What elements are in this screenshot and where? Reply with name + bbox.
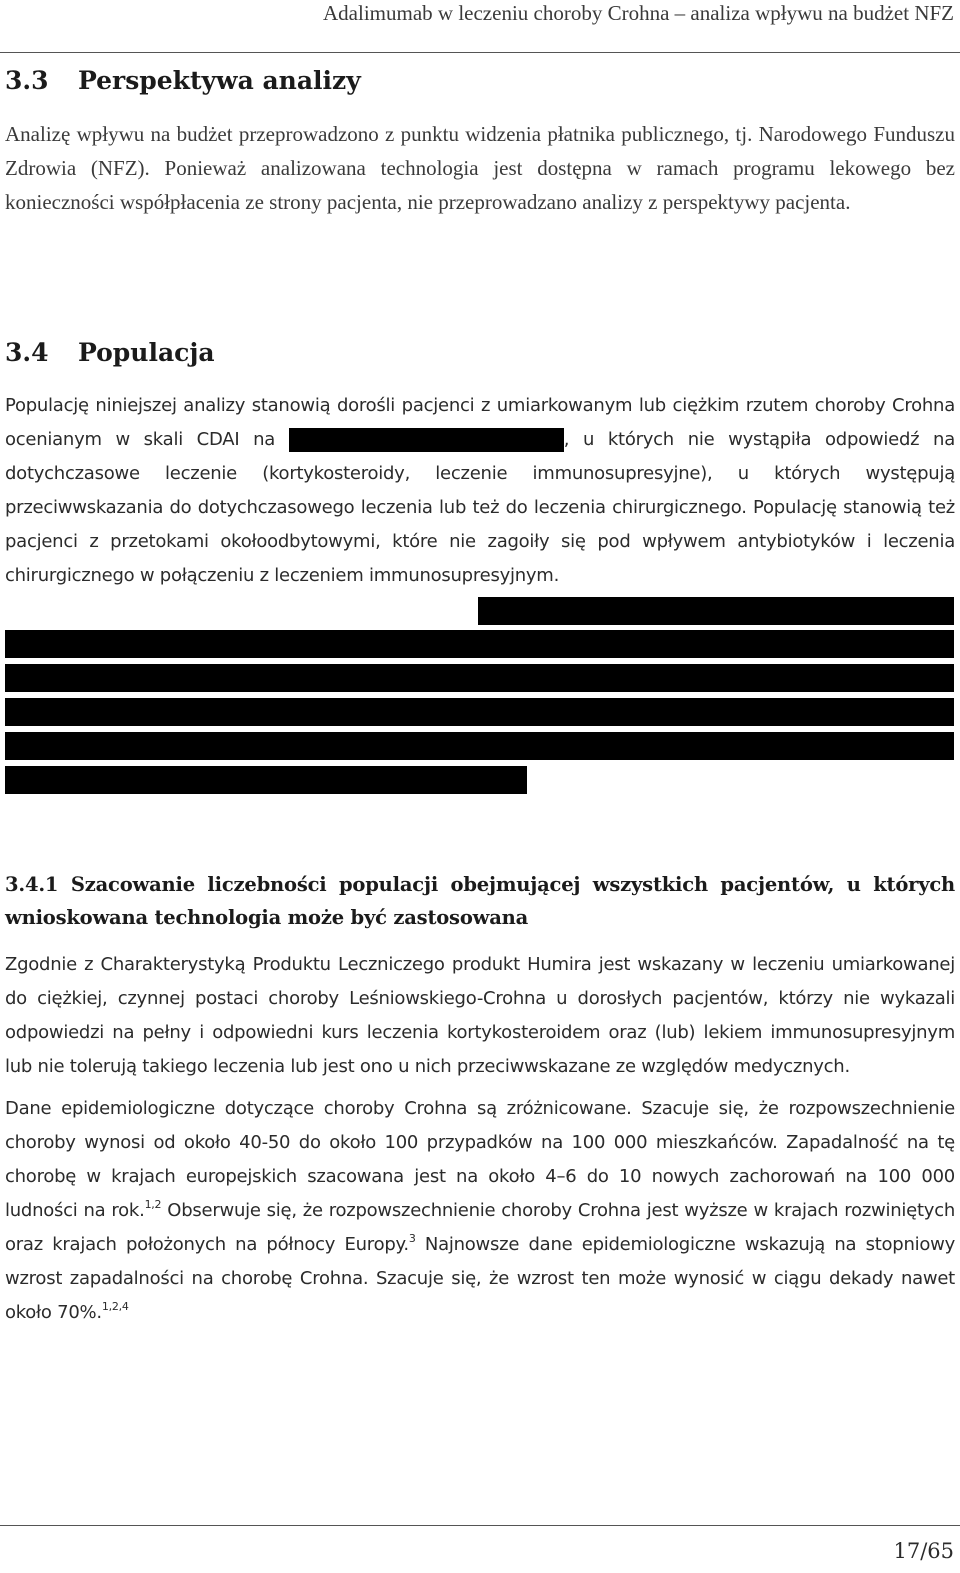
redaction-bar	[5, 732, 954, 760]
epidemiology-paragraph	[5, 1092, 955, 1330]
reference-marker: 1,2,4	[101, 1300, 129, 1313]
redaction-bar	[5, 630, 954, 658]
reference-marker: 1,2	[144, 1198, 162, 1211]
redaction-bar	[5, 664, 954, 692]
section-number: 3.4	[5, 338, 49, 367]
subsection-heading	[5, 868, 955, 934]
section-number: 3.3	[5, 66, 49, 95]
reference-marker: 3	[408, 1232, 416, 1245]
section-title: Populacja	[78, 338, 215, 367]
epidemiology-text-b: Obserwuje się, że rozpowszechnienie choroby Crohna jest wyższe w krajach rozwiniętych oraz krajach położonych na północy Europy.	[5, 1200, 955, 1255]
population-text-part-1: Populację niniejszej analizy stanowią dorośli pacjenci z umiarkowanym lub ciężkim rzutem choroby Crohna ocenianym w skali CDAI na	[5, 395, 955, 450]
header-rule	[0, 52, 960, 53]
section-3-3-body	[5, 117, 955, 219]
redaction-box	[289, 428, 564, 452]
section-3-4-1-body	[5, 948, 955, 1330]
subsection-number: 3.4.1	[5, 873, 59, 896]
redaction-bar	[5, 766, 527, 794]
redaction-bar	[478, 597, 954, 625]
footer-rule	[0, 1525, 960, 1526]
redaction-bar	[5, 698, 954, 726]
section-3-3-heading	[5, 66, 955, 95]
page-number: 17/65	[893, 1539, 954, 1563]
perspective-paragraph: Analizę wpływu na budżet przeprowadzono z punktu widzenia płatnika publicznego, tj. Narodowego Funduszu Zdrowia (NFZ). Ponieważ analizowana technologia jest dostępna w ramach programu lekowego bez konieczności współpłacenia ze strony pacjenta, nie przeprowadzano analizy z perspektywy pacjenta.	[5, 122, 955, 214]
indication-paragraph: Zgodnie z Charakterystyką Produktu Leczniczego produkt Humira jest wskazany w leczeniu umiarkowanej do ciężkiej, czynnej postaci choroby Leśniowskiego-Crohna u dorosłych pacjentów, którzy nie wykazali odpowiedzi na pełny i odpowiedni kurs leczenia kortykosteroidem oraz (lub) lekiem immunosupresyjnym lub nie tolerują takiego leczenia lub jest ono u nich przeciwwskazane ze względów medycznych.	[5, 954, 955, 1077]
section-title: Perspektywa analizy	[78, 66, 361, 95]
epidemiology-text-a: Dane epidemiologiczne dotyczące choroby Crohna są zróżnicowane. Szacuje się, że rozpowszechnienie choroby wynosi od około 40-50 do około 100 przypadków na 100 000 mieszkańców. Zapadalność na tę chorobę w krajach europejskich szacowana jest na około 4–6 do 10 nowych zachorowań na 100 000 ludności na rok.	[5, 1098, 955, 1221]
section-3-4-heading	[5, 338, 955, 367]
subsection-title: Szacowanie liczebności populacji obejmującej wszystkich pacjentów, u których wnioskowana technologia może być zastosowana	[5, 873, 956, 929]
running-header: Adalimumab w leczeniu choroby Crohna – analiza wpływu na budżet NFZ	[323, 1, 954, 25]
population-text-part-2: , u których nie wystąpiła odpowiedź na dotychczasowe leczenie (kortykosteroidy, leczenie immunosupresyjne), u których występują przeciwwskazania do dotychczasowego leczenia lub też do leczenia chirurgicznego. Populację stanowią też pacjenci z przetokami okołoodbytowymi, które nie zagoiły się pod wpływem antybiotyków i leczenia chirurgicznego w połączeniu z leczeniem immunosupresyjnym.	[5, 429, 955, 586]
epidemiology-text-c: Najnowsze dane epidemiologiczne wskazują na stopniowy wzrost zapadalności na chorobę Crohna. Szacuje się, że wzrost ten może wynosić w ciągu dekady nawet około 70%.	[5, 1234, 955, 1323]
section-3-4-1-heading	[5, 868, 955, 934]
section-3-4-body	[5, 389, 955, 593]
population-paragraph	[5, 389, 955, 593]
